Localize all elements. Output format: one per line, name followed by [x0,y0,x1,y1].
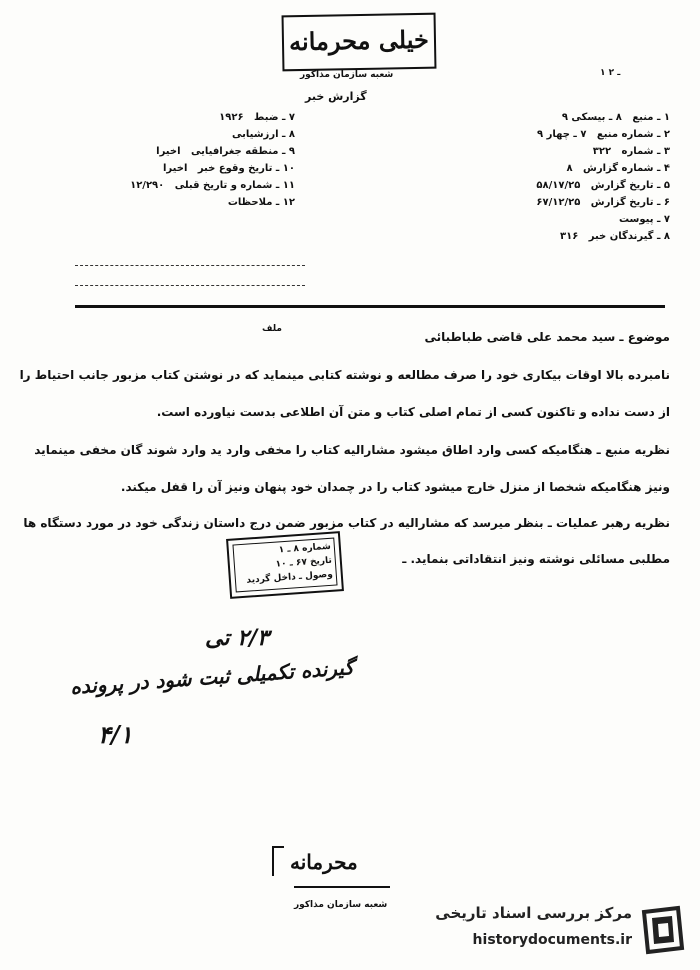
field-row: ۱۰ ـ تاریخ وقوع خبر اخیرا [163,163,295,174]
field-row: ۳ ـ شماره ۳۲۲ [592,146,670,157]
field-row: ۵ ـ تاریخ گزارش ۵۸/۱۷/۲۵ [536,180,670,191]
handwritten-note-1: ۲/۳ تی [205,625,269,651]
body-line: نظریه منبع ـ هنگامیکه کسی وارد اطاق میشود مشارالیه کتاب را مخفی وارد ید وارد شوند گان مخفی مینماید [34,443,670,457]
footer-stamp [272,840,402,920]
header-divider [75,305,665,308]
handwritten-note-3: ۴/۱ [98,720,133,749]
org-line: شعبه سازمان مذاکور [300,70,394,80]
subject-label: موضوع [627,330,670,344]
corner-mark: ۱ ـ ۲ [600,68,621,78]
field-row: ۶ ـ تاریخ گزارش ۶۷/۱۲/۲۵ [536,197,670,208]
field-row: ۷ ـ ضبط ۱۹۲۶ [219,112,295,123]
fields-left [75,112,295,214]
field-row: ۸ ـ گیرندگان خبر ۳۱۶ [559,231,670,242]
footer-stamp-text: محرمانه [290,850,358,874]
subject-side-note: ملف [262,324,282,334]
watermark [418,898,690,962]
body-line: از دست نداده و تاکنون کسی از تمام اصلی کتاب و متن آن اطلاعی بدست نیاورده است. [156,405,670,419]
field-row: ۲ ـ شماره منبع ۷ ـ چهار ۹ [537,129,670,140]
dotted-line [75,265,305,266]
field-row: ۱۲ ـ ملاحظات [227,197,295,208]
subject-text: سید محمد علی قاضی طباطبائی [424,330,616,344]
field-row: ۱۱ ـ شماره و تاریخ قبلی ۱۲/۲۹۰ [130,180,295,191]
handwritten-note-2: گیرنده تکمیلی ثبت شود در پرونده [69,655,355,699]
field-row: ۷ ـ پیوست [618,214,670,225]
received-stamp-line3: وصول ـ داخل گردید [246,569,334,586]
top-stamp-text: خیلی محرمانه [288,24,430,57]
fields-right [400,112,670,248]
field-row: ۸ ـ ارزشیابی [232,129,295,140]
subject-line: موضوع ـ سید محمد علی قاضی طباطبائی [424,330,670,344]
dotted-line [75,285,305,286]
field-row: ۱ ـ منبع ۸ ـ بیسکی ۹ [561,112,670,123]
report-title: گزارش خبر [305,90,367,103]
field-row: ۹ ـ منطقه جغرافیایی اخیرا [156,146,295,157]
footer-stamp-sub: شعبه سازمان مذاکور [294,900,388,910]
body-line: نظریه رهبر عملیات ـ بنظر میرسد که مشارالیه در کتاب مزبور ضمن درج داستان زندگی خود در مورد دستگاه ها [23,516,670,530]
watermark-logo-icon [638,904,686,956]
body-line: مطلبی مسائلی نوشته ونیز انتقاداتی بنماید. ـ [402,552,670,566]
watermark-url: historydocuments.ir [472,932,632,948]
received-stamp-line2: تاریخ ۶۷ ـ ۱۰ [275,555,333,570]
body-line: ونیز هنگامیکه شخصا از منزل خارج میشود کتاب را در چمدان خود پنهان ونیز آن را قفل میکند. [120,480,670,494]
top-classification-stamp [282,13,437,72]
received-stamp-line1: شماره ۸ ـ ۱ [278,541,332,556]
watermark-title: مرکز بررسی اسناد تاریخی [435,904,632,922]
received-stamp [226,531,344,599]
field-row: ۴ ـ شماره گزارش ۸ [566,163,670,174]
body-line: نامبرده بالا اوقات بیکاری خود را صرف مطالعه و نوشته کتابی مینماید که در نوشتن کتاب مزبور جانب احتیاط را [19,368,670,382]
